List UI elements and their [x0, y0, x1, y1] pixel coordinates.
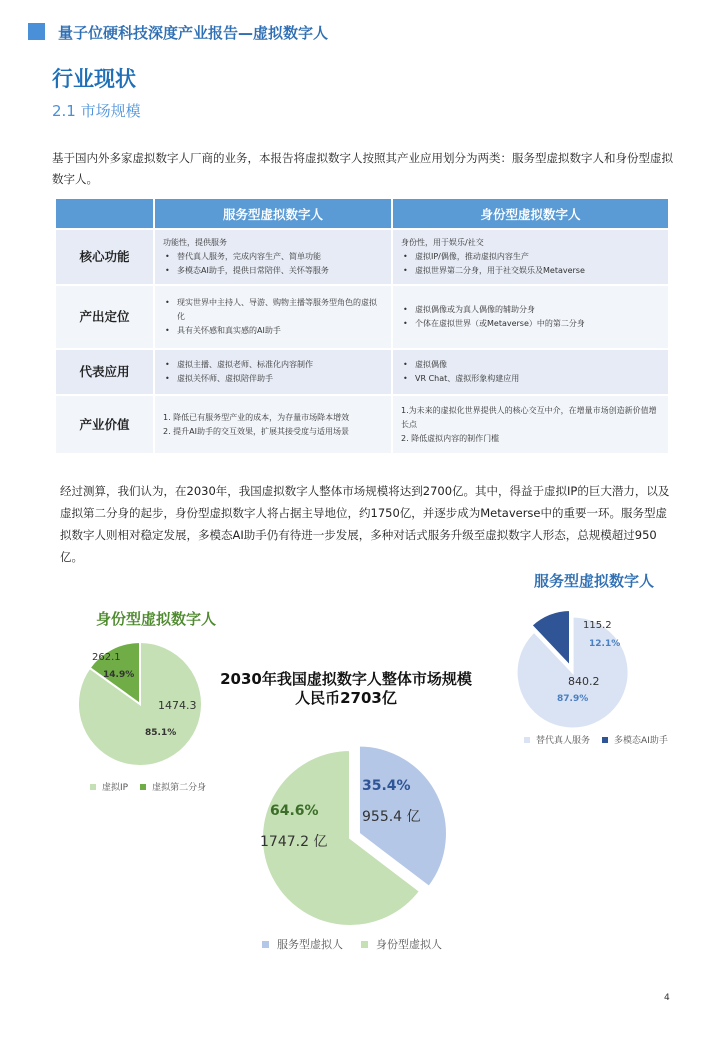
legend-label: 服务型虚拟人 — [277, 938, 343, 951]
identity-pie-ip-value: 1474.3 — [158, 699, 197, 712]
identity-pie-second-percent: 14.9% — [103, 670, 135, 680]
pie-slice-1 — [517, 617, 629, 729]
subsection-title: 2.1 市场规模 — [52, 102, 141, 120]
service-chart-title: 服务型虚拟数字人 — [534, 572, 655, 590]
main-pie-service-percent: 35.4% — [362, 778, 411, 794]
legend-swatch — [262, 941, 269, 948]
list-item: • 虚拟IP/偶像，推动虚拟内容生产 — [401, 250, 660, 264]
value-line: 2. 降低虚拟内容的制作门槛 — [401, 433, 500, 443]
row-head-industry-value: 产业价值 — [56, 395, 154, 453]
identity-pie-legend — [90, 780, 206, 793]
main-chart-title: 2030年我国虚拟数字人整体市场规模 — [220, 670, 472, 688]
value-line: 1.为未来的虚拟化世界提供人的核心交互中介，在增量市场创造新价值增长点 — [401, 405, 657, 429]
legend-label: 虚拟第二分身 — [152, 783, 207, 793]
list-item: • 现实世界中主持人、导游、购物主播等服务型角色的虚拟化 — [163, 296, 383, 324]
list-item: • VR Chat、虚拟形象构建应用 — [401, 372, 660, 386]
legend-swatch — [524, 737, 530, 743]
page-number: 4 — [664, 993, 670, 1003]
legend-label: 替代真人服务 — [536, 736, 591, 746]
col-header-service: 服务型虚拟数字人 — [154, 199, 392, 229]
section-title: 行业现状 — [52, 67, 136, 91]
legend-swatch — [602, 737, 608, 743]
row-head-applications: 代表应用 — [56, 349, 154, 395]
main-pie-service-value: 955.4 亿 — [362, 809, 421, 825]
list-item: • 虚拟关怀师、虚拟陪伴助手 — [163, 372, 383, 386]
service-pie-human-percent: 87.9% — [557, 694, 589, 704]
legend-label: 多模态AI助手 — [614, 736, 668, 746]
legend-label: 虚拟IP — [102, 783, 129, 793]
legend-swatch — [90, 784, 96, 790]
identity-pie-ip-percent: 85.1% — [145, 728, 177, 738]
row-head-positioning: 产出定位 — [56, 285, 154, 349]
col-header-identity: 身份型虚拟数字人 — [392, 199, 668, 229]
value-line: 2. 提升AI助手的交互效果，扩展其接受度与适用场景 — [163, 426, 350, 436]
legend-swatch — [361, 941, 368, 948]
service-pie — [517, 610, 629, 729]
cell-lead: 功能性，提供服务 — [163, 238, 227, 247]
list-item: • 虚拟偶像 — [401, 358, 660, 372]
service-pie-ai-percent: 12.1% — [589, 639, 621, 649]
list-item: • 虚拟主播、虚拟老师、标准化内容制作 — [163, 358, 383, 372]
report-header-title: 量子位硬科技深度产业报告—虚拟数字人 — [58, 24, 329, 42]
list-item: • 多模态AI助手，提供日常陪伴、关怀等服务 — [163, 264, 383, 278]
cell-lead: 身份性，用于娱乐/社交 — [401, 238, 484, 247]
main-pie-identity-percent: 64.6% — [270, 803, 319, 819]
service-pie-human-value: 840.2 — [568, 675, 600, 688]
list-item: • 替代真人服务，完成内容生产、简单功能 — [163, 250, 383, 264]
legend-label: 身份型虚拟人 — [376, 938, 442, 951]
analysis-paragraph: 经过测算，我们认为，在2030年，我国虚拟数字人整体市场规模将达到2700亿。其中，得益于虚拟IP的巨大潜力，以及虚拟第二分身的起步，身份型虚拟数字人将占据主导地位，约1750亿，并逐步成为Metaverse中的重要一环。服务型虚拟数字人则相对稳定发展，多模态AI助手仍有待进一步发展，多种对话式服务升级至虚拟数字人形态，总规模超过950亿。 — [60, 484, 670, 564]
list-item: • 具有关怀感和真实感的AI助手 — [163, 324, 383, 338]
identity-chart-title: 身份型虚拟数字人 — [96, 610, 217, 628]
service-pie-legend — [524, 733, 668, 746]
main-pie-identity-value: 1747.2 亿 — [260, 834, 328, 850]
service-pie-ai-value: 115.2 — [583, 620, 612, 631]
main-pie-legend — [262, 936, 442, 952]
main-chart-subtitle: 人民币2703亿 — [295, 689, 397, 707]
list-item: • 个体在虚拟世界（或Metaverse）中的第二分身 — [401, 317, 660, 331]
list-item: • 虚拟世界第二分身，用于社交娱乐及Metaverse — [401, 264, 660, 278]
intro-paragraph: 基于国内外多家虚拟数字人厂商的业务，本报告将虚拟数字人按照其产业应用划分为两类：服务型虚拟数字人和身份型虚拟数字人。 — [52, 151, 673, 186]
legend-swatch — [140, 784, 146, 790]
row-head-core-function: 核心功能 — [56, 229, 154, 285]
list-item: • 虚拟偶像或为真人偶像的辅助分身 — [401, 303, 660, 317]
value-line: 1. 降低已有服务型产业的成本，为存量市场降本增效 — [163, 412, 350, 422]
identity-pie-second-value: 262.1 — [92, 652, 121, 663]
